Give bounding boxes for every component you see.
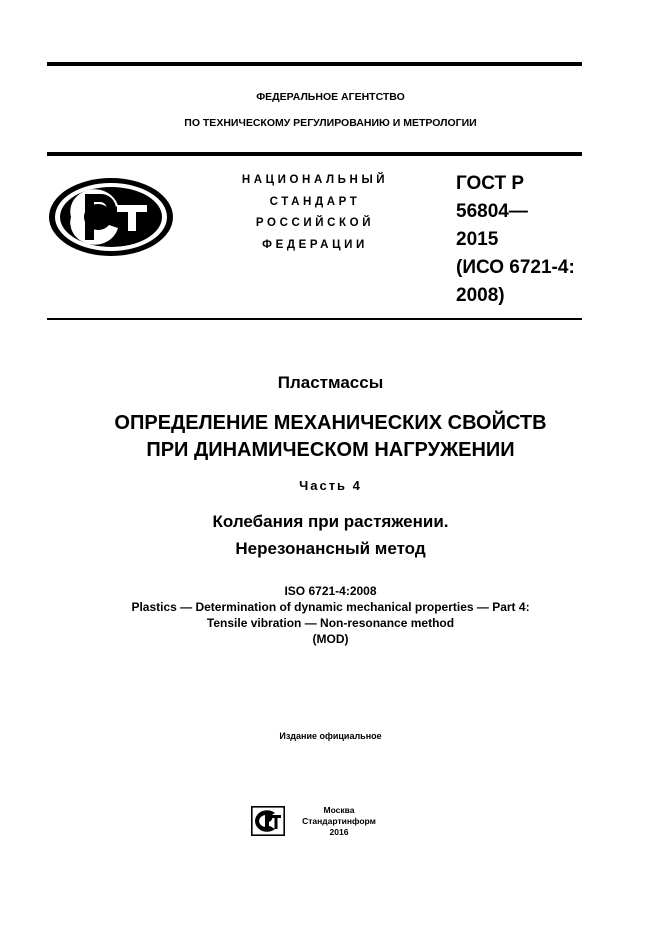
gost-logo-icon: [47, 176, 175, 258]
gost-designation: [456, 170, 575, 310]
category-title: Пластмассы: [277, 373, 384, 392]
main-title-line-1: ОПРЕДЕЛЕНИЕ МЕХАНИЧЕСКИХ СВОЙСТВ: [114, 412, 547, 434]
publisher-year: 2016: [329, 827, 349, 837]
gost-line-5: 2008): [456, 285, 505, 306]
iso-title-line-1: Plastics — Determination of dynamic mechanical properties — Part 4:: [131, 600, 530, 614]
subtitle-line-2: Нерезонансный метод: [235, 539, 426, 558]
iso-mod: (MOD): [312, 632, 349, 646]
national-line-4: ФЕДЕРАЦИИ: [262, 238, 368, 251]
top-rule: [47, 62, 582, 66]
gost-line-4: (ИСО 6721-4:: [456, 257, 575, 278]
gost-line-1: ГОСТ Р: [456, 173, 525, 194]
national-line-3: РОССИЙСКОЙ: [255, 217, 375, 229]
iso-title-line-2: Tensile vibration — Non-resonance method: [206, 616, 455, 630]
iso-code: ISO 6721-4:2008: [284, 584, 377, 598]
edition-label: Издание официальное: [279, 731, 382, 741]
publisher-block: [298, 805, 380, 838]
national-line-2: СТАНДАРТ: [269, 195, 361, 208]
gost-line-3: 2015: [456, 229, 499, 250]
header-rule-top: [47, 152, 582, 156]
publisher-name: Стандартинформ: [302, 816, 376, 826]
gost-line-2: 56804—: [456, 201, 528, 222]
header-rule-bottom: [47, 318, 582, 320]
national-standard-block: [200, 170, 430, 256]
part-label: Часть 4: [299, 478, 362, 493]
agency-line-2: ПО ТЕХНИЧЕСКОМУ РЕГУЛИРОВАНИЮ И МЕТРОЛОГИИ: [184, 117, 477, 129]
standartinform-logo-icon: [251, 806, 285, 836]
main-title-line-2: ПРИ ДИНАМИЧЕСКОМ НАГРУЖЕНИИ: [146, 439, 515, 461]
publisher-city: Москва: [323, 805, 355, 815]
subtitle-line-1: Колебания при растяжении.: [212, 512, 449, 531]
agency-line-1: ФЕДЕРАЛЬНОЕ АГЕНТСТВО: [256, 91, 405, 103]
national-line-1: НАЦИОНАЛЬНЫЙ: [241, 174, 389, 186]
